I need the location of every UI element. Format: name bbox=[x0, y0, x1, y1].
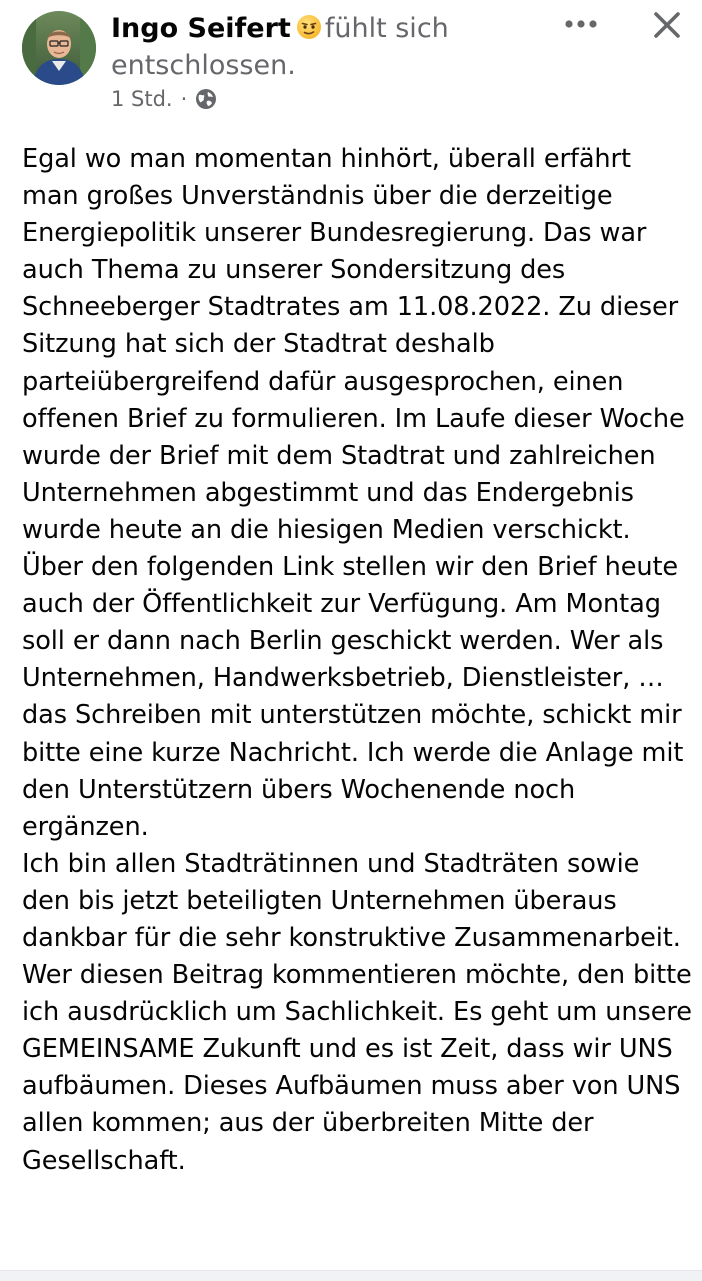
post-paragraph: Ich bin allen Stadträtinnen und Stadträten sowie den bis jetzt beteiligten Unternehmen überaus dankbar für die sehr konstruktive Zusammenarbeit. Wer diesen Beitrag kommentieren möchte, den bitte ich ausdrücklich um Sachlichkeit. Es geht um unsere GEMEINSAME Zukunft und es ist Zeit, dass wir UNS aufbäumen. Dieses Aufbäumen muss aber von UNS allen kommen; aus der überbreiten Mitte der Gesellschaft. bbox=[22, 848, 692, 1176]
post-header bbox=[111, 10, 551, 84]
feeling-text: fühlt sich entschlossen. bbox=[111, 13, 449, 81]
globe-icon[interactable] bbox=[195, 88, 217, 110]
post-paragraph: Egal wo man momentan hinhört, überall erfährt man großes Unverständnis über die derzeitige Energiepolitik unserer Bundesregierung. Das war auch Thema zu unserer Sondersitzung des Schneeberger Stadtrates am 11.08.2022. Zu dieser Sitzung hat sich der Stadtrat deshalb parteiübergreifend dafür ausgesprochen, einen offenen Brief zu formulieren. Im Laufe dieser Woche wurde der Brief mit dem Stadtrat und zahlreichen Unternehmen abgestimmt und das Endergebnis wurde heute an die hiesigen Medien verschickt. Über den folgenden Link stellen wir den Brief heute auch der Öffentlichkeit zur Verfügung. Am Montag soll er dann nach Berlin geschickt werden. Wer als Unternehmen, Handwerksbetrieb, Dienstleister, … das Schreiben mit unterstützen möchte, schickt mir bitte eine kurze Nachricht. Ich werde die Anlage mit den Unterstützern übers Wochenende noch ergänzen. bbox=[22, 144, 685, 842]
post-body bbox=[22, 141, 692, 1180]
close-button[interactable] bbox=[646, 4, 688, 46]
timestamp[interactable]: 1 Std. bbox=[111, 87, 173, 111]
more-options-button[interactable] bbox=[560, 6, 602, 42]
meta-separator: · bbox=[180, 87, 188, 111]
more-horizontal-icon bbox=[564, 19, 598, 29]
avatar[interactable] bbox=[22, 11, 96, 85]
avatar-image bbox=[22, 11, 96, 85]
determined-face-icon bbox=[296, 13, 322, 39]
close-icon bbox=[652, 10, 682, 40]
name-line bbox=[111, 10, 551, 84]
author-name[interactable]: Ingo Seifert bbox=[111, 13, 291, 44]
post-meta bbox=[111, 84, 217, 114]
post-divider bbox=[0, 1270, 702, 1281]
